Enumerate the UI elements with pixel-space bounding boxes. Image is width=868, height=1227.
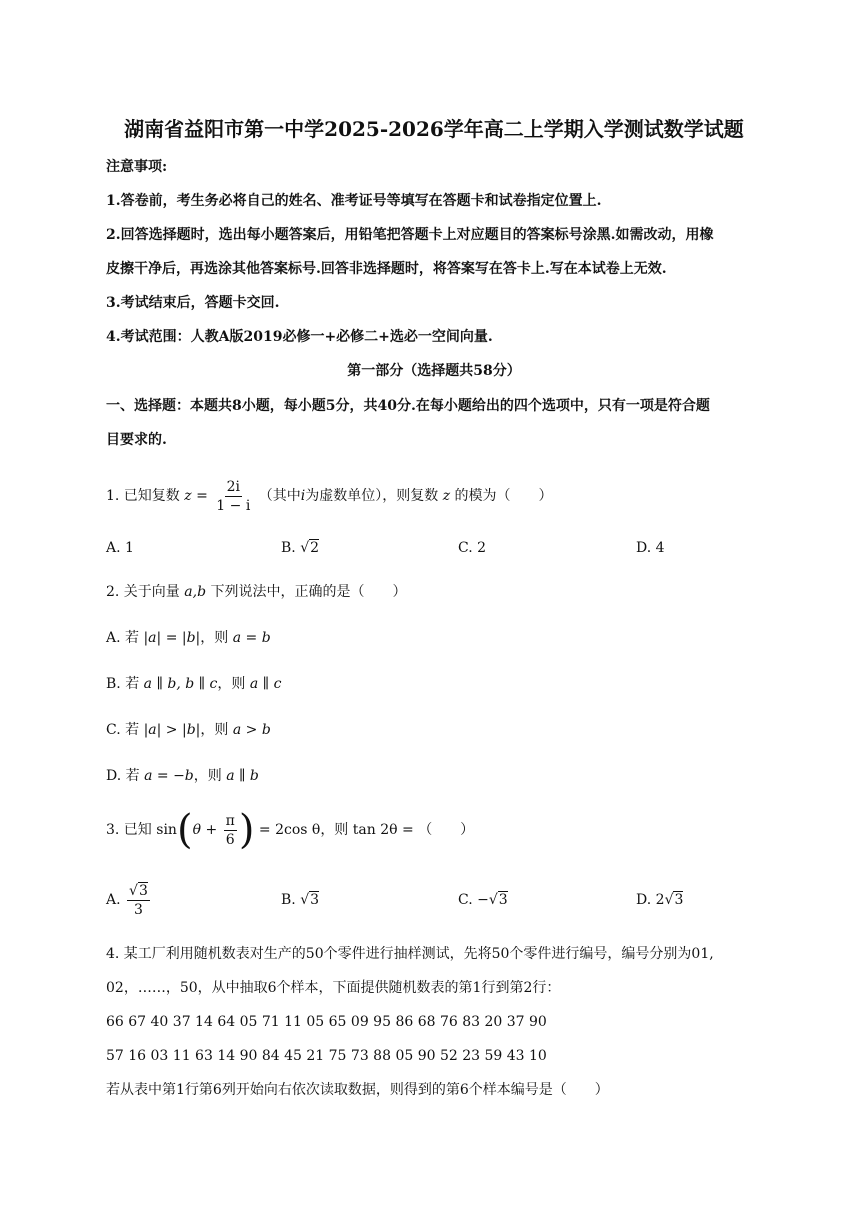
q3-option-c-sign: − <box>477 892 489 908</box>
q3-option-a-numerator: √3 <box>129 882 148 899</box>
q1-var-i: i <box>300 488 306 504</box>
q3-option-a-denominator: 3 <box>133 901 143 918</box>
q3-option-a-fraction <box>127 882 150 919</box>
section-heading-a: 一、选择题：本题共8小题，每小题5分，共40分.在每小题给出的四个选项中，只有一项是符合题 <box>106 398 710 414</box>
q3-theta: θ + <box>192 822 218 838</box>
question-4-line-a: 4. 某工厂利用随机数表对生产的50个零件进行抽样测试，先将50个零件进行编号，编号分别为01, <box>106 946 714 962</box>
q3-option-c-value: 3 <box>498 892 508 908</box>
q1-option-b-value: 2 <box>310 540 320 556</box>
q1-option-d: D. 4 <box>636 540 665 556</box>
q1-numerator: 2i <box>226 478 240 495</box>
q1-mid: （其中 <box>258 488 301 504</box>
random-table-row-2: 57 16 03 11 63 14 90 84 45 21 75 73 88 05 90 52 23 59 43 10 <box>106 1048 547 1064</box>
question-4-line-b: 02，……，50，从中抽取6个样本，下面提供随机数表的第1行到第2行： <box>106 980 561 996</box>
q1-option-b: B. √2 <box>281 540 320 556</box>
part-heading: 第一部分（选择题共58分） <box>347 363 521 379</box>
q3-option-b: B. √3 <box>281 892 320 908</box>
q1-denominator: 1 − i <box>216 497 251 514</box>
q2-c-condition: |a| > |b| <box>143 722 201 738</box>
q1-option-b-label: B. <box>281 540 296 556</box>
q1-equals: = <box>196 488 208 504</box>
q3-option-a-label: A. <box>106 892 121 908</box>
q2-c-pre: C. 若 <box>106 722 140 738</box>
q2-d-pre: D. 若 <box>106 768 140 784</box>
q2-b-mid: ，则 <box>217 676 246 692</box>
page-title: 湖南省益阳市第一中学2025-2026学年高二上学期入学测试数学试题 <box>124 117 744 141</box>
q2-stem-pre: 2. 关于向量 <box>106 584 180 600</box>
q2-c-mid: ，则 <box>200 722 229 738</box>
q2-a-mid: ，则 <box>200 630 229 646</box>
q2-b-condition: a ∥ b, b ∥ c <box>143 676 218 692</box>
q2-option-a <box>106 628 271 648</box>
q2-option-b <box>106 674 281 694</box>
note-4: 4.考试范围：人教A版2019必修一+必修二+选必一空间向量. <box>106 329 493 345</box>
q1-option-c: C. 2 <box>458 540 487 556</box>
section-heading-b: 目要求的. <box>106 432 167 448</box>
q1-fraction <box>214 478 252 515</box>
q3-tan: tan 2θ = <box>352 822 414 838</box>
q1-var-z2: z <box>442 488 451 504</box>
q2-d-result: a ∥ b <box>226 768 259 784</box>
q2-option-d <box>106 766 259 786</box>
q3-option-b-label: B. <box>281 892 296 908</box>
question-4-line-c: 若从表中第1行第6列开始向右依次读取数据，则得到的第6个样本编号是（ ） <box>106 1082 609 1098</box>
q2-stem-vectors: a,b <box>184 584 207 600</box>
q3-end: （ ） <box>418 822 475 838</box>
q2-c-result: a > b <box>232 722 271 738</box>
q2-a-result: a = b <box>232 630 271 646</box>
q3-option-d: D. 2√3 <box>636 892 684 908</box>
q3-option-d-label: D. <box>636 892 652 908</box>
q3-fraction <box>224 812 237 849</box>
note-3: 3.考试结束后，答题卡交回. <box>106 295 280 311</box>
q3-left-paren: ( <box>176 807 193 853</box>
notes-heading: 注意事项: <box>106 159 168 175</box>
q3-numerator: π <box>225 812 235 829</box>
q2-stem-post: 下列说法中，正确的是（ ） <box>210 584 407 600</box>
q3-right-paren: ) <box>238 807 255 853</box>
q2-b-pre: B. 若 <box>106 676 140 692</box>
q2-d-condition: a = −b <box>144 768 194 784</box>
q3-option-c-label: C. <box>458 892 473 908</box>
q1-mid2: 为虚数单位），则复数 <box>305 488 439 504</box>
q1-end: 的模为（ ） <box>454 488 553 504</box>
note-2b: 皮擦干净后，再选涂其他答案标号.回答非选择题时，将答案写在答卡上.写在本试卷上无效. <box>106 261 667 277</box>
question-3-stem <box>106 808 474 852</box>
q2-option-c <box>106 720 271 740</box>
q1-prefix: 1. 已知复数 <box>106 488 180 504</box>
q3-option-c: C. −√3 <box>458 892 508 908</box>
q2-b-result: a ∥ c <box>249 676 282 692</box>
q3-mid: ，则 <box>320 822 349 838</box>
q3-option-d-coef: 2 <box>655 892 665 908</box>
q3-option-a <box>106 878 152 922</box>
q3-denominator: 6 <box>225 831 235 848</box>
question-1-stem <box>106 476 553 516</box>
q3-option-a-radicand: 3 <box>138 882 148 899</box>
note-2a: 2.回答选择题时，选出每小题答案后，用铅笔把答题卡上对应题目的答案标号涂黑.如需改动，用橡 <box>106 227 714 243</box>
note-1: 1.答卷前，考生务必将自己的姓名、准考证号等填写在答题卡和试卷指定位置上. <box>106 193 602 209</box>
q3-sin: sin <box>156 822 177 838</box>
random-table-row-1: 66 67 40 37 14 64 05 71 11 05 65 09 95 86 68 76 83 20 37 90 <box>106 1014 547 1030</box>
q3-option-d-value: 3 <box>674 892 684 908</box>
q2-a-condition: |a| = |b| <box>143 630 201 646</box>
q3-rhs: = 2cos θ <box>258 822 321 838</box>
q1-var-z: z <box>184 488 192 504</box>
question-2-stem <box>106 582 406 602</box>
q2-a-pre: A. 若 <box>106 630 140 646</box>
q2-d-mid: ，则 <box>193 768 222 784</box>
q3-option-b-value: 3 <box>310 892 320 908</box>
q1-option-a: A. 1 <box>106 540 134 556</box>
q3-pre: 3. 已知 <box>106 822 152 838</box>
